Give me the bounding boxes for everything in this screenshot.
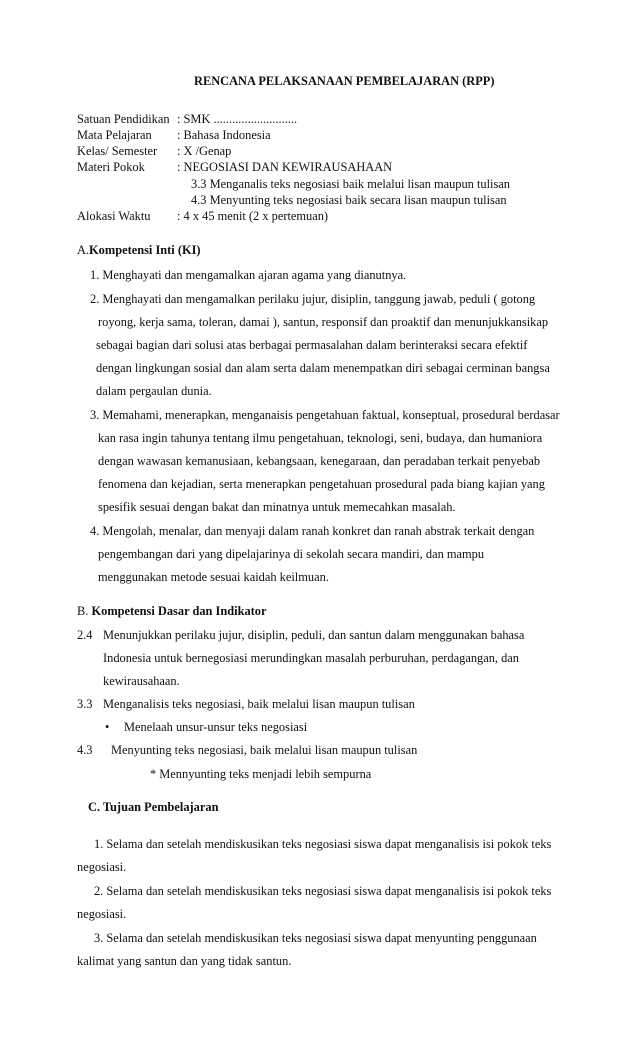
- section-b-prefix: B.: [77, 604, 89, 618]
- kd-3-3-number: 3.3: [77, 697, 93, 711]
- tujuan-2-line-2: negosiasi.: [77, 907, 127, 921]
- ki-3-line-5: spesifik sesuai dengan bakat dan minatnya untuk memecahkan masalah.: [98, 500, 456, 514]
- document-title: RENCANA PELAKSANAAN PEMBELAJARAN (RPP): [194, 74, 495, 88]
- alokasi-label: Alokasi Waktu: [77, 209, 151, 223]
- ki-3-line-1: 3. Memahami, menerapkan, menganaisis pengetahuan faktual, konseptual, prosedural berdasar: [90, 408, 560, 422]
- section-c-heading: C. Tujuan Pembelajaran: [88, 800, 219, 814]
- tujuan-3-line-1: 3. Selama dan setelah mendiskusikan teks negosiasi siswa dapat menyunting penggunaan: [94, 931, 537, 945]
- kd-3-3-text: Menganalisis teks negosiasi, baik melalui lisan maupun tulisan: [103, 697, 415, 711]
- mapel-value: : Bahasa Indonesia: [177, 128, 271, 142]
- tujuan-2-line-1: 2. Selama dan setelah mendiskusikan teks negosiasi siswa dapat menganalisis isi pokok teks: [94, 884, 552, 898]
- materi-sub-2: 4.3 Menyunting teks negosiasi baik secara lisan maupun tulisan: [191, 193, 507, 207]
- tujuan-1-line-2: negosiasi.: [77, 860, 127, 874]
- section-b-title: Kompetensi Dasar dan Indikator: [91, 604, 267, 618]
- kelas-label: Kelas/ Semester: [77, 144, 158, 158]
- alokasi-value: : 4 x 45 menit (2 x pertemuan): [177, 209, 329, 223]
- section-a-title: Kompetensi Inti (KI): [89, 243, 201, 257]
- materi-label: Materi Pokok: [77, 160, 145, 174]
- section-a-prefix: A.: [77, 243, 90, 257]
- ki-3-line-3: dengan wawasan kemanusiaan, kebangsaan, kenegaraan, dan peradaban terkait penyebab: [98, 454, 541, 468]
- kd-3-3-indicator: Menelaah unsur-unsur teks negosiasi: [124, 720, 308, 734]
- ki-2-line-5: dalam pergaulan dunia.: [96, 384, 212, 398]
- section-b-heading: [77, 604, 266, 619]
- kd-2-4-line-3: kewirausahaan.: [103, 674, 180, 688]
- ki-4-line-1: 4. Mengolah, menalar, dan menyaji dalam ranah konkret dan ranah abstrak terkait dengan: [90, 524, 535, 538]
- satuan-value: : SMK ...........................: [177, 112, 298, 126]
- ki-3-line-2: kan rasa ingin tahunya tentang ilmu pengetahuan, teknologi, seni, budaya, dan humaniora: [98, 431, 543, 445]
- kd-2-4-number: 2.4: [77, 628, 93, 642]
- tujuan-3-line-2: kalimat yang santun dan yang tidak santun.: [77, 954, 292, 968]
- kd-4-3-number: 4.3: [77, 743, 93, 757]
- mapel-label: Mata Pelajaran: [77, 128, 152, 142]
- kd-4-3-indicator: * Mennyunting teks menjadi lebih sempurna: [150, 767, 372, 781]
- tujuan-1-line-1: 1. Selama dan setelah mendiskusikan teks negosiasi siswa dapat menganalisis isi pokok teks: [94, 837, 552, 851]
- section-a-heading: [77, 243, 201, 258]
- kd-4-3-text: Menyunting teks negosiasi, baik melalui lisan maupun tulisan: [111, 743, 418, 757]
- kd-2-4-line-2: Indonesia untuk bernegosiasi merundingkan masalah perburuhan, perdagangan, dan: [103, 651, 519, 665]
- kd-2-4-line-1: Menunjukkan perilaku jujur, disiplin, peduli, dan santun dalam menggunakan bahasa: [103, 628, 525, 642]
- satuan-label: Satuan Pendidikan: [77, 112, 170, 126]
- materi-sub-1: 3.3 Menganalis teks negosiasi baik melalui lisan maupun tulisan: [191, 177, 511, 191]
- ki-2-line-4: dengan lingkungan sosial dan alam serta dalam menempatkan diri sebagai cerminan bangsa: [96, 361, 550, 375]
- ki-4-line-2: pengembangan dari yang dipelajarinya di sekolah secara mandiri, dan mampu: [98, 547, 485, 561]
- ki-2-line-2: royong, kerja sama, toleran, damai ), santun, responsif dan proaktif dan menunjukkansikap: [98, 315, 549, 329]
- kelas-value: : X /Genap: [177, 144, 232, 158]
- ki-2-line-1: 2. Menghayati dan mengamalkan perilaku jujur, disiplin, tanggung jawab, peduli ( gotong: [90, 292, 536, 306]
- ki-3-line-4: fenomena dan kejadian, serta menerapkan pengetahuan prosedural pada biang kajian yang: [98, 477, 545, 491]
- kd-3-3-bullet: •: [105, 720, 110, 734]
- materi-value: : NEGOSIASI DAN KEWIRAUSAHAAN: [177, 160, 393, 174]
- ki-4-line-3: menggunakan metode sesuai kaidah keilmuan.: [98, 570, 329, 584]
- ki-1: 1. Menghayati dan mengamalkan ajaran agama yang dianutnya.: [90, 268, 407, 282]
- ki-2-line-3: sebagai bagian dari solusi atas berbagai permasalahan dalam berinteraksi secara efektif: [96, 338, 528, 352]
